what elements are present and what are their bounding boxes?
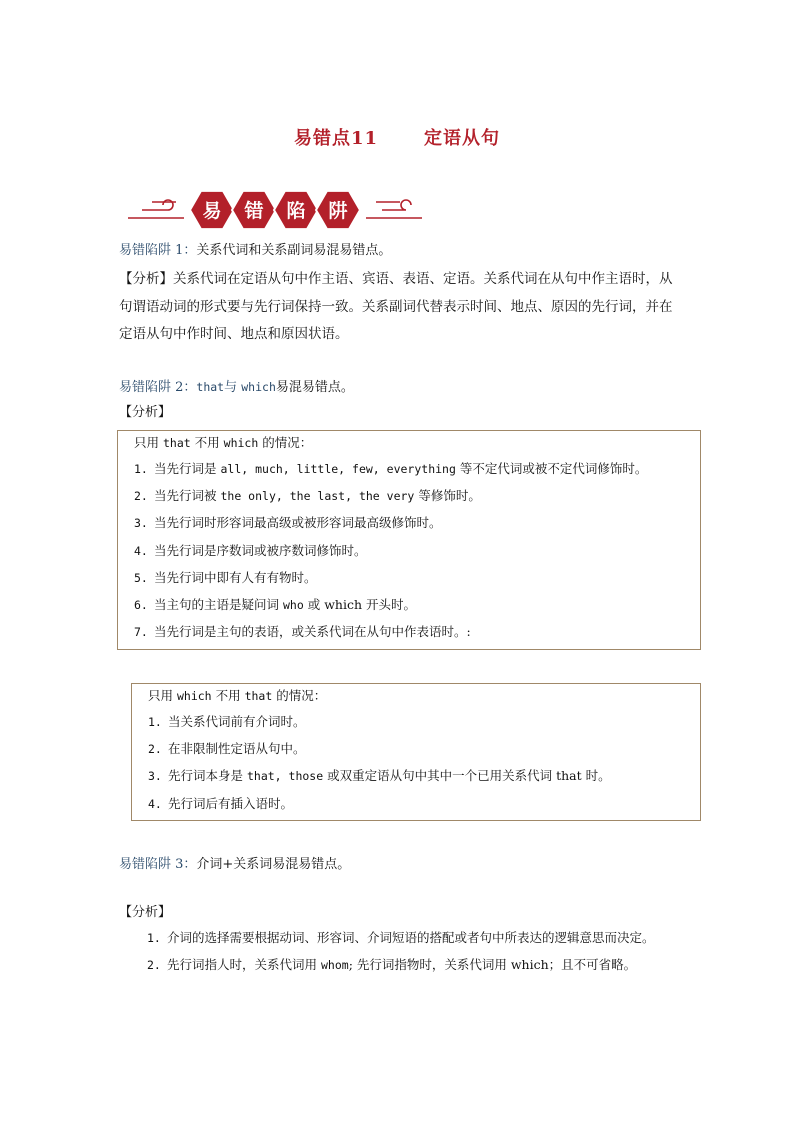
item-text: 等不定代词或被不定代词修饰时。 [455,461,648,476]
list-item [148,766,611,784]
title-topic: 定语从句 [424,128,501,149]
item-number: 4. [134,543,148,558]
item-number: 3. [134,516,148,531]
item-text: 等修饰时。 [414,488,481,504]
heading-code: which [223,436,259,450]
item-number: 1. [147,931,161,945]
item-text: 先行词后有插入语时。 [168,795,294,811]
heading-text: 不用 [190,435,224,450]
banner-char: 陷 [286,200,306,222]
heading-text: 只用 [134,435,163,450]
item-text: 当先行词是序数词或被序数词修饰时。 [154,542,367,558]
heading-code: that [162,436,191,450]
banner-char: 易 [202,200,222,222]
item-text: 当先行词是 [154,461,221,476]
analysis-line: 句谓语动词的形式要与先行词保持一致。关系副词代替表示时间、地点、原因的先行词，并在 [119,298,673,315]
trap2-heading [119,376,354,399]
item-text: 当主句的主语是疑问词 [154,597,283,612]
analysis-line: 关系代词在定语从句中作主语、宾语、表语、定语。关系代词在从句中作主语时，从 [173,271,673,287]
item-number: 5. [134,570,148,585]
trap3-heading [119,854,350,876]
item-number: 1. [148,715,162,729]
list-item [147,955,636,973]
item-text: ; 先行词指物时，关系代词用 which；且不可省略。 [348,957,637,972]
item-text: 先行词本身是 [168,768,247,784]
list-item [148,739,306,757]
item-code: that, those [246,769,324,784]
item-text: 当先行词时形容词最高级或被形容词最高级修饰时。 [154,515,442,531]
box2-heading [148,686,326,704]
right-cloud-ornament-icon [366,200,422,218]
trap3-label: 易错陷阱 3： [119,857,197,872]
title-number: 易错点11 [293,128,379,149]
trap2-label: 易错陷阱 2： [119,380,197,395]
analysis-line: 定语从句中作时间、地点和原因状语。 [119,326,349,342]
trap3-analysis-tag: 【分析】 [119,905,172,920]
item-text: 或双重定语从句中其中一个已用关系代词 that 时。 [323,768,611,784]
item-number: 7. [134,625,148,640]
item-number: 6. [134,598,148,612]
item-number: 1. [134,462,148,476]
item-code: whom [320,958,349,972]
item-number: 3. [148,769,162,784]
item-text: 在非限制性定语从句中。 [168,741,306,757]
item-text: 当关系代词前有介词时。 [168,714,306,729]
analysis-tag: 【分析】 [119,271,173,287]
item-number: 2. [134,489,148,504]
list-item [134,513,442,531]
heading-text: 不用 [211,688,245,703]
list-item [134,595,416,613]
that-only-box [117,430,701,650]
list-item [148,712,306,730]
box1-heading [134,433,312,451]
trap2-that: that [196,380,225,394]
list-item [147,928,655,946]
heading-text: 只用 [148,688,177,703]
heading-text: 的情况： [272,688,327,703]
heading-code: that [244,689,273,703]
item-text: 当先行词中即有人有有物时。 [154,569,317,585]
list-item [134,568,317,586]
trap1-text: 关系代词和关系副词易混易错点。 [196,243,392,258]
trap3-text: 介词+关系词易混易错点。 [196,857,351,872]
trap2-post: 易混易错点。 [275,380,354,395]
trap1-heading [119,240,391,262]
page-title [0,124,794,150]
banner-char: 阱 [328,200,348,222]
list-item [148,794,293,812]
list-item [134,459,647,477]
banner-char: 错 [244,200,264,222]
item-code: the only, the last, the very [220,489,415,504]
item-number: 2. [147,958,161,972]
item-number: 4. [148,796,162,811]
trap2-mid: 与 [224,380,242,395]
item-code: who [282,598,304,612]
trap2-which: which [241,380,276,394]
item-number: 2. [148,742,162,757]
list-item [134,486,481,504]
trap2-analysis-tag: 【分析】 [119,405,172,420]
item-text: 当先行词被 [154,488,221,504]
which-only-box [131,683,701,821]
item-text: 先行词指人时，关系代词用 [167,957,321,972]
list-item [134,541,367,559]
trap1-label: 易错陷阱 1： [119,243,197,258]
item-text: 或 which 开头时。 [303,597,416,612]
item-text: 介词的选择需要根据动词、形容词、介词短语的搭配或者句中所表达的逻辑意思而决定。 [167,930,655,945]
heading-code: which [176,689,212,703]
heading-text: 的情况： [258,435,313,450]
item-text: 当先行词是主句的表语，或关系代词在从句中作表语时。: [154,624,471,640]
list-item [134,622,471,640]
trap1-analysis [119,266,701,349]
left-cloud-ornament-icon [128,200,184,218]
item-code: all, much, little, few, everything [220,462,456,476]
trap-banner [124,184,424,236]
